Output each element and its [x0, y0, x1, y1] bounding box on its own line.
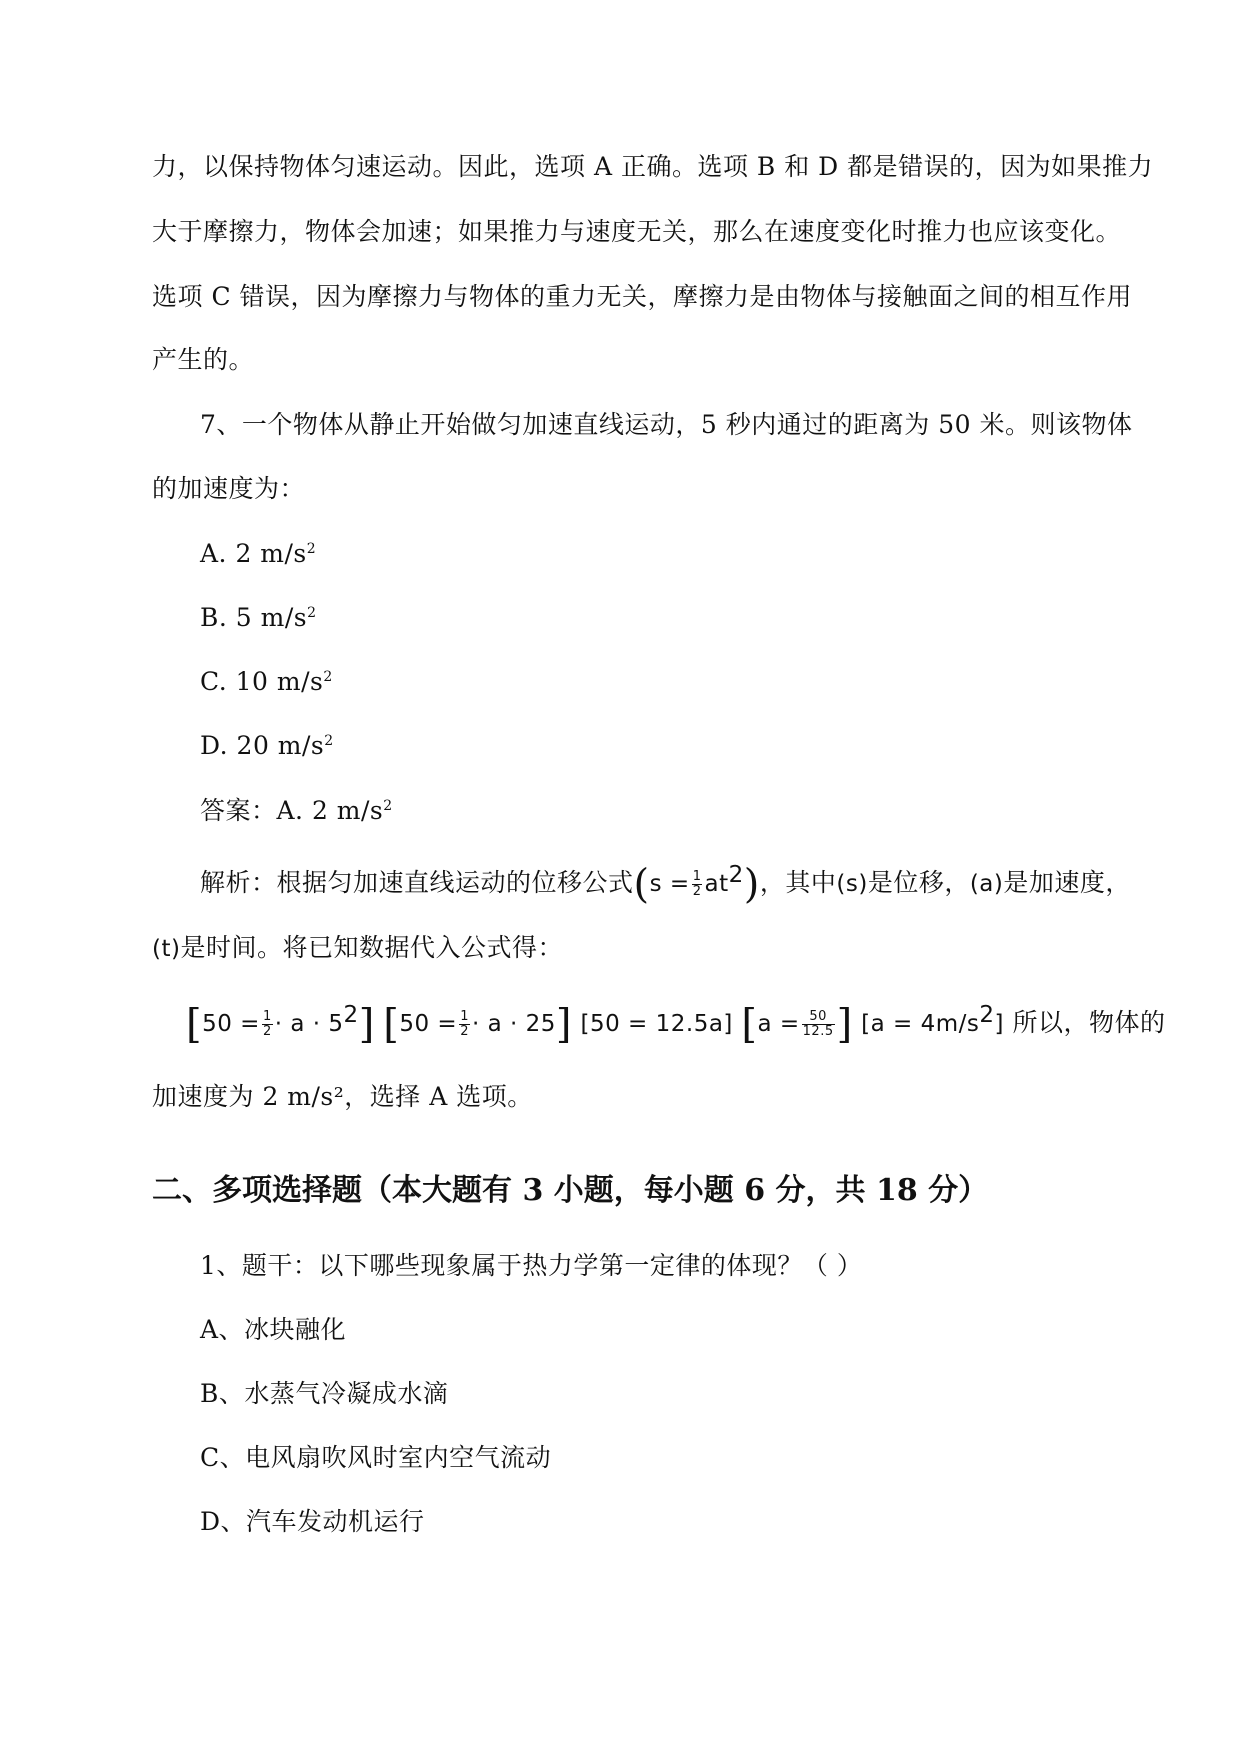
var-s: (s) [836, 871, 868, 897]
eq4-open-bracket: [ [741, 1001, 758, 1048]
analysis-mid-1: ，其中 [759, 868, 837, 897]
eq1-exponent: 2 [343, 1002, 359, 1028]
explanation-line-1: 力，以保持物体匀速运动。因此，选项 A 正确。选项 B 和 D 都是错误的，因为如果推力 [152, 152, 1154, 181]
answer-exponent: 2 [383, 798, 393, 814]
option-a-exponent: 2 [306, 541, 317, 557]
question-7-stem-line-2: 的加速度为： [152, 474, 306, 503]
eq4-close-bracket: ] [836, 1001, 853, 1048]
eq3: [50 = 12.5a] [580, 1011, 733, 1037]
section-2-heading: 二、多项选择题（本大题有 3 小题，每小题 6 分，共 18 分） [152, 1173, 989, 1208]
equation-tail: 所以，物体的 [1004, 1008, 1166, 1037]
multi-question-1-stem: 1、题干：以下哪些现象属于热力学第一定律的体现？（ ） [200, 1251, 863, 1280]
formula-at: at [704, 871, 729, 897]
option-b [200, 602, 317, 634]
eq1-fraction-den: 2 [262, 1024, 272, 1039]
option-d-exponent: 2 [324, 733, 334, 749]
eq1-fraction [262, 1010, 273, 1039]
eq2-fraction [459, 1010, 470, 1039]
eq1-lhs: 50 = [202, 1011, 260, 1037]
answer-line [200, 795, 393, 827]
formula-fraction-num: 1 [692, 869, 702, 884]
eq2-fraction-num: 1 [460, 1009, 469, 1024]
formula-s: s = [649, 871, 690, 897]
option-d-label: D. 20 m/s [200, 731, 325, 760]
analysis-line-2 [152, 932, 563, 965]
eq4-fraction [802, 1010, 835, 1039]
eq4-fraction-num: 50 [802, 1010, 835, 1025]
eq2-fraction-den: 2 [460, 1024, 469, 1039]
eq4-fraction-den: 12.5 [802, 1024, 834, 1039]
eq1-open-bracket: [ [186, 1001, 203, 1048]
option-a-label: A. 2 m/s [200, 539, 307, 568]
formula-open-paren: ( [633, 861, 650, 908]
eq5: [a = 4m/s [861, 1011, 980, 1037]
multi-option-d: D、汽车发动机运行 [200, 1507, 425, 1536]
analysis-line-1 [200, 861, 1131, 908]
explanation-line-2: 大于摩擦力，物体会加速；如果推力与速度无关，那么在速度变化时推力也应该变化。 [152, 217, 1122, 246]
formula-fraction [692, 870, 703, 899]
formula-close-paren: ) [743, 861, 760, 908]
eq5-exponent: 2 [979, 1002, 995, 1028]
multi-option-a: A、冰块融化 [200, 1315, 347, 1344]
eq2-open-bracket: [ [383, 1001, 400, 1048]
option-c-exponent: 2 [323, 669, 333, 685]
option-b-exponent: 2 [307, 605, 317, 621]
eq1-rhs: · a · 5 [274, 1011, 344, 1037]
analysis-mid-2: 是位移， [867, 868, 970, 897]
eq4-lhs: a = [757, 1011, 800, 1037]
formula-exponent: 2 [728, 862, 744, 888]
analysis-mid-3: 是加速度， [1003, 868, 1131, 897]
conclusion-line: 加速度为 2 m/s²，选择 A 选项。 [152, 1082, 533, 1111]
eq2-rhs: · a · 25 [472, 1011, 556, 1037]
option-b-label: B. 5 m/s [200, 603, 308, 632]
var-a: (a) [969, 871, 1004, 897]
multi-option-c: C、电风扇吹风时室内空气流动 [200, 1443, 552, 1472]
eq5-close: ] [994, 1011, 1005, 1037]
multi-option-b: B、水蒸气冷凝成水滴 [200, 1379, 449, 1408]
option-a [200, 538, 316, 570]
option-c-label: C. 10 m/s [200, 667, 324, 696]
eq1-fraction-num: 1 [262, 1009, 272, 1024]
analysis-prefix: 解析：根据匀加速直线运动的位移公式 [200, 868, 634, 897]
explanation-line-4: 产生的。 [152, 345, 255, 374]
eq2-close-bracket: ] [555, 1001, 573, 1048]
formula-fraction-den: 2 [692, 884, 702, 899]
option-d [200, 730, 334, 762]
eq2-lhs: 50 = [399, 1011, 458, 1037]
eq1-close-bracket: ] [358, 1001, 375, 1048]
option-c [200, 666, 333, 698]
equation-line [186, 1001, 1166, 1048]
explanation-line-3: 选项 C 错误，因为摩擦力与物体的重力无关，摩擦力是由物体与接触面之间的相互作用 [152, 282, 1133, 311]
answer-label: 答案：A. 2 m/s [200, 796, 384, 825]
question-7-stem-line-1: 7、一个物体从静止开始做匀加速直线运动，5 秒内通过的距离为 50 米。则该物体 [200, 410, 1133, 439]
var-t: (t) [152, 936, 181, 962]
analysis-line-2-text: 是时间。将已知数据代入公式得： [180, 933, 563, 962]
